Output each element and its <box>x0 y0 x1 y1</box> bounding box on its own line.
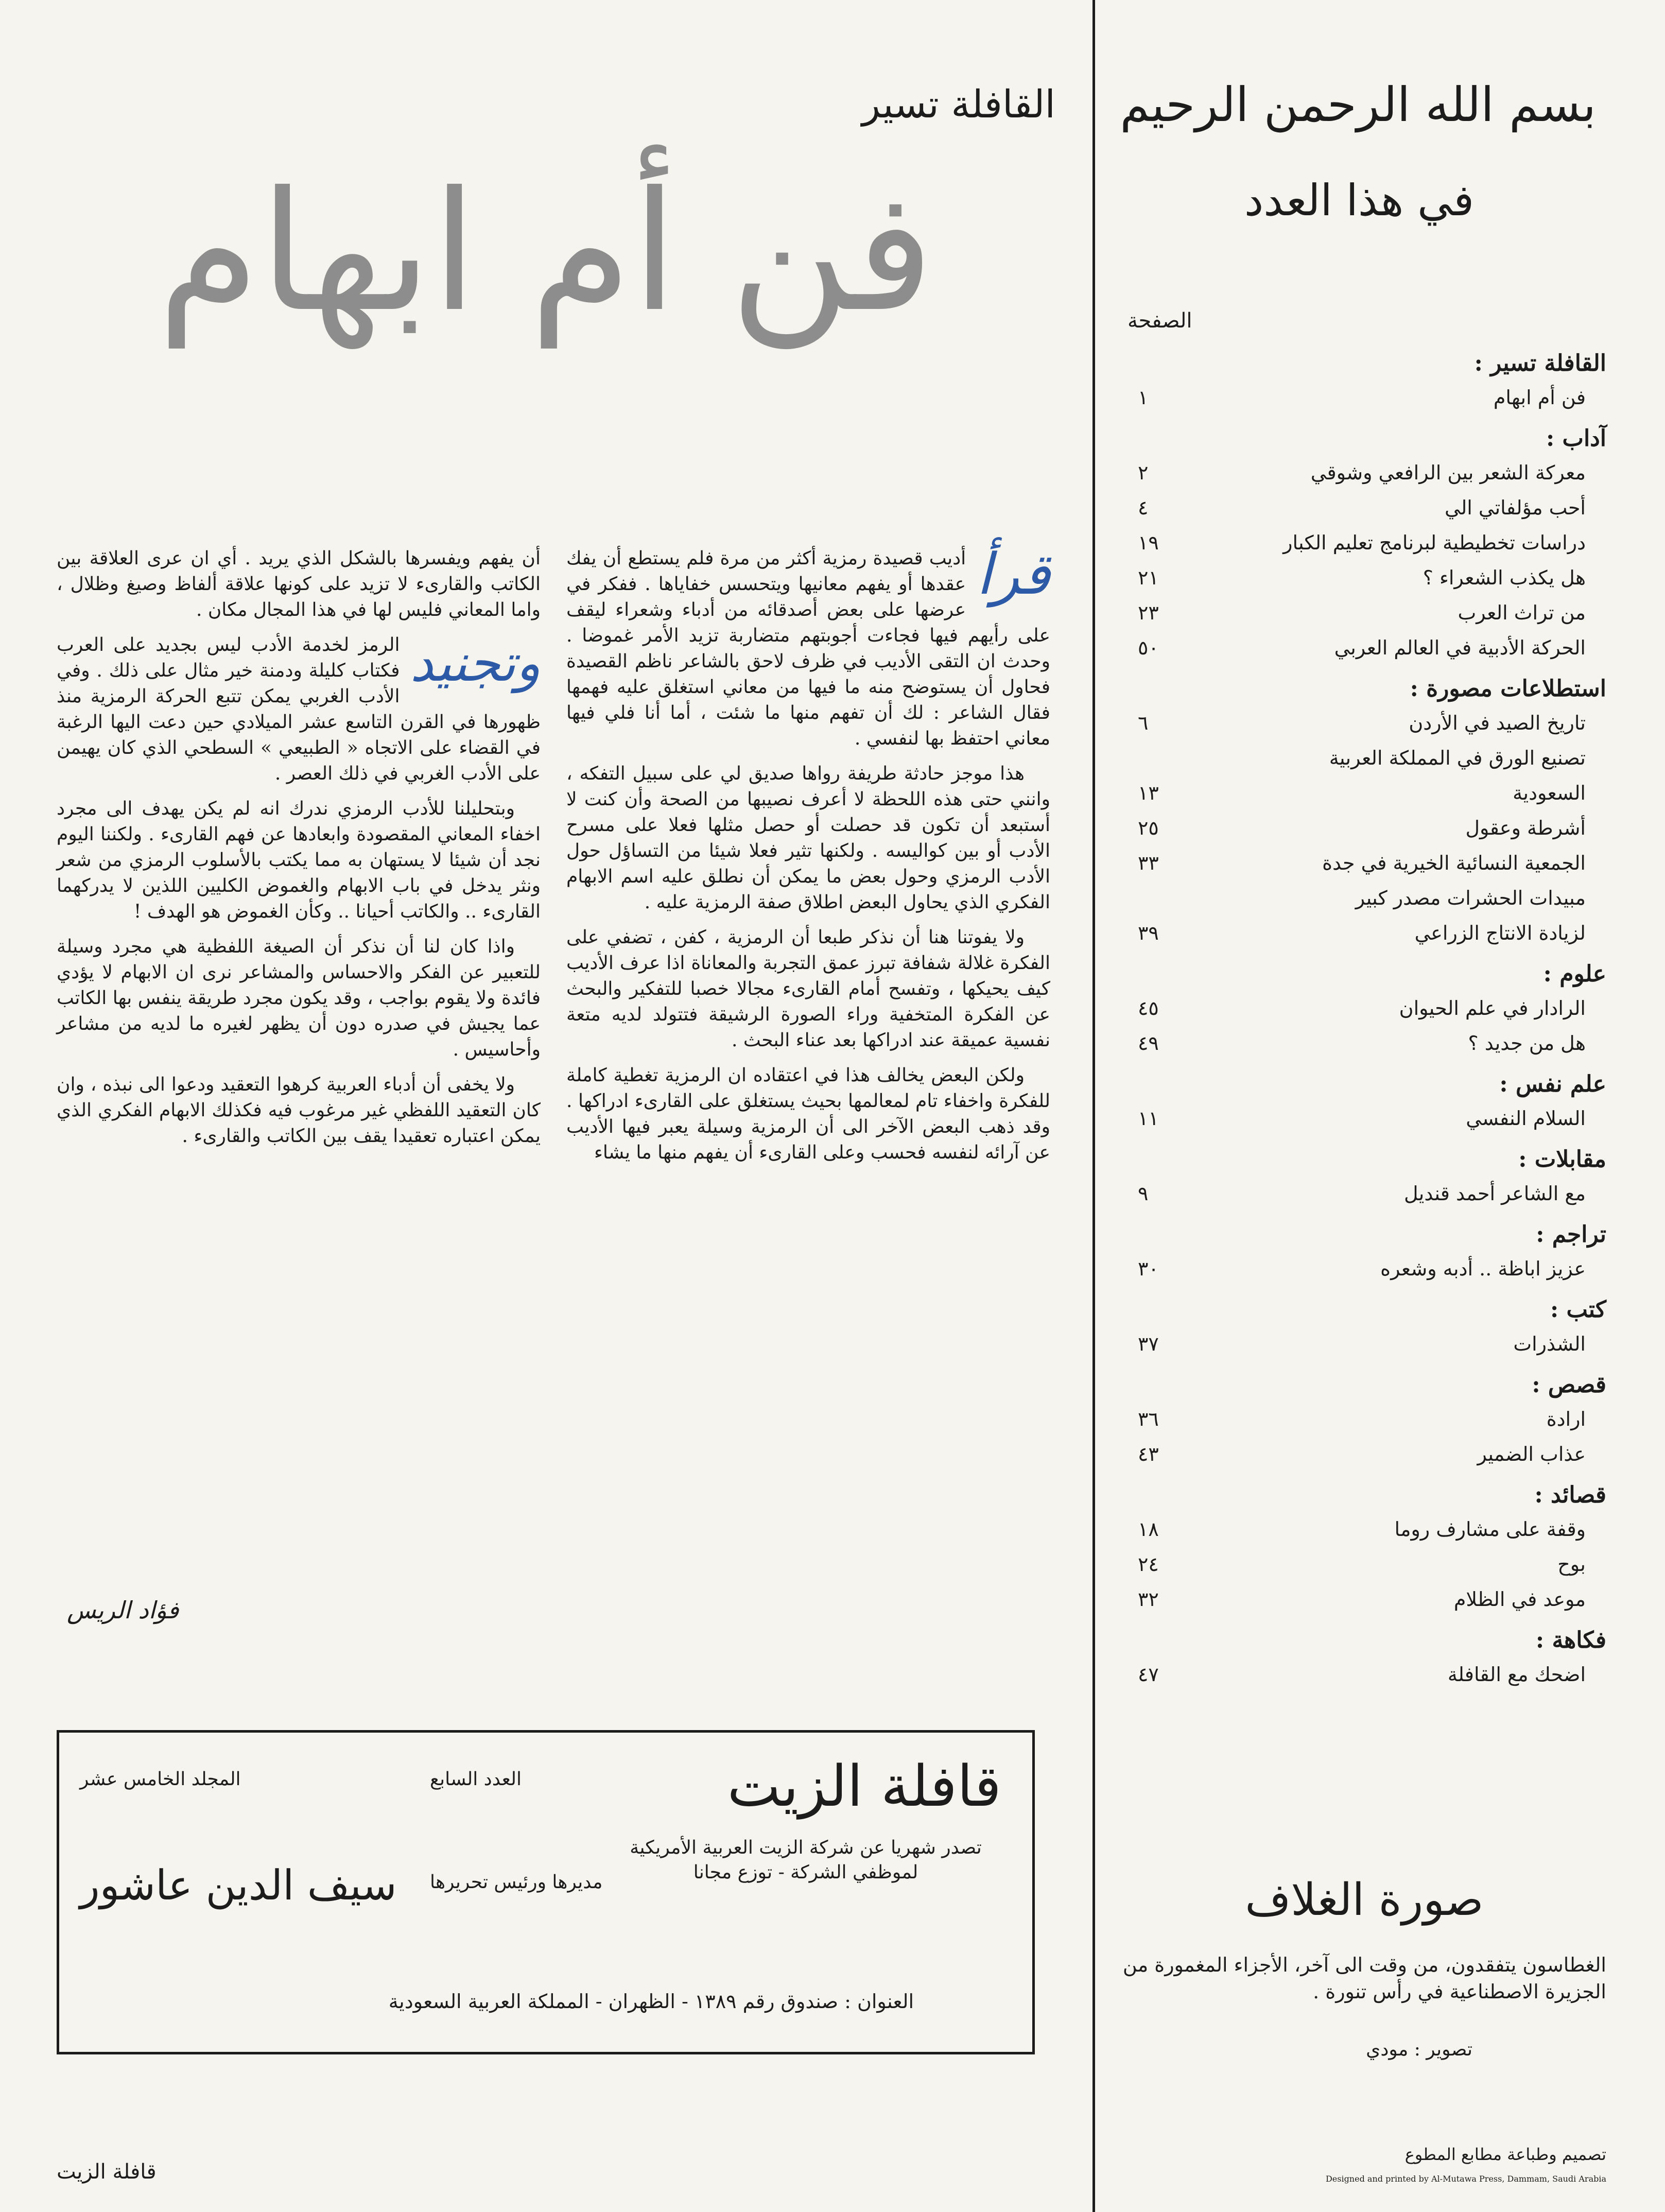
photo-label: تصوير : <box>1414 2039 1472 2060</box>
magazine-title: قافلة الزيت <box>727 1753 1001 1819</box>
cover-caption: الغطاسون يتفقدون، من وقت الى آخر، الأجزاء المغمورة من الجزيرة الاصطناعية في رأس تنورة . <box>1122 1954 1606 2003</box>
toc-entry-title: الشذرات <box>1513 1333 1586 1355</box>
toc-entry-title: عذاب الضمير <box>1477 1443 1586 1465</box>
toc-entry-title: الرادار في علم الحيوان <box>1399 997 1586 1019</box>
toc-entry-page: ٣٩ <box>1138 922 1159 944</box>
toc-entry-page: ١١ <box>1138 1107 1159 1130</box>
series-label: القافلة تسير <box>862 82 1055 127</box>
toc-entry-title: الحركة الأدبية في العالم العربي <box>1334 636 1586 659</box>
publisher-note: تصدر شهريا عن شركة الزيت العربية الأمريكية لموظفي الشركة - توزع مجانا <box>630 1837 982 1883</box>
toc-entry-page: ٣٢ <box>1138 1588 1159 1611</box>
toc-entry-page: ٣٧ <box>1138 1333 1159 1355</box>
toc-entry-page: ٣٠ <box>1138 1257 1159 1280</box>
toc-section-title: علم نفس : <box>1499 1071 1606 1097</box>
author-signature: فؤاد الريس <box>67 1596 179 1624</box>
toc-entry-title: مبيدات الحشرات مصدر كبير <box>1355 887 1586 909</box>
toc-entry-title: تصنيع الورق في المملكة العربية <box>1329 747 1586 769</box>
cover-heading: صورة الغلاف <box>1245 1874 1484 1926</box>
toc-entry-page: ٤٣ <box>1138 1443 1159 1465</box>
paragraph: الرمز لخدمة الأدب ليس بجديد على العرب فكتاب كليلة ودمنة خير مثال على ذلك . وفي الأدب الغربي يمكن تتبع الحركة الرمزية منذ ظهورها في القرن التاسع عشر الميلادي حين دعت اليها الرغبة في القضاء على الاتجاه « الطبيعي » السطحي الذي كان يهيمن على الأدب الغربي في ذلك العصر . <box>57 634 541 784</box>
issue-number: العدد السابع <box>430 1769 522 1790</box>
toc-entry-page: ١ <box>1138 386 1149 409</box>
toc-entry-title: فن أم ابهام <box>1493 386 1586 409</box>
toc-entry-title: أحب مؤلفاتي الي <box>1445 496 1586 519</box>
toc-section-title: استطلاعات مصورة : <box>1410 676 1606 702</box>
toc-entry-page: ٥٠ <box>1138 636 1159 659</box>
dropcap-second: وتجنيد <box>410 633 541 693</box>
toc-entry-title: لزيادة الانتاج الزراعي <box>1414 922 1586 944</box>
toc-entry-title: اضحك مع القافلة <box>1447 1663 1586 1686</box>
toc-entry-page: ٢١ <box>1138 566 1159 589</box>
paragraph: أديب قصيدة رمزية أكثر من مرة فلم يستطع أن يفك عقدها أو يفهم معانيها ويتحسس خفاياها . ففكر في عرضها على بعض أصدقائه من أدباء وشعراء ليقف على رأيهم فيها فجاءت أجوبتهم متضاربة تزيد الأمر غموضا . وحدث ان التقى الأديب في ظرف لاحق بالشاعر ناظم القصيدة فحاول أن يستوضح منه ما فيها من معاني استغلق عليه فهمها فقال الشاعر : لك أن تفهم منها ما شئت ، أما أنا فلي فيها معاني احتفظ بها لنفسي . <box>566 548 1051 749</box>
toc-section-title: مقابلات : <box>1518 1146 1606 1172</box>
toc-section-title: القافلة تسير : <box>1474 350 1606 376</box>
toc-entry-page: ٤ <box>1138 496 1149 519</box>
toc-entry-title: تاريخ الصيد في الأردن <box>1409 712 1586 734</box>
toc-entry-title: دراسات تخطيطية لبرنامج تعليم الكبار <box>1283 531 1586 554</box>
toc-entry-title: معركة الشعر بين الرافعي وشوقي <box>1310 461 1586 484</box>
volume-number: المجلد الخامس عشر <box>80 1769 241 1790</box>
paragraph: ولا يخفى أن أدباء العربية كرهوا التعقيد ودعوا الى نبذه ، وان كان التعقيد اللفظي غير مرغوب فيه فكذلك الابهام الفكري الذي يمكن اعتباره تعقيدا يقف بين الكاتب والقارىء . <box>57 1074 541 1147</box>
photo-credit <box>1112 2039 1472 2060</box>
toc-entry-title: وقفة على مشارف روما <box>1394 1518 1586 1541</box>
toc-entry-title: السعودية <box>1513 782 1586 804</box>
article-title: فن أم ابهام <box>157 157 934 348</box>
toc-entry-page: ٢ <box>1138 461 1149 484</box>
editor-role: مديرها ورئيس تحريرها <box>430 1872 603 1893</box>
toc-entry-title: أشرطة وعقول <box>1465 817 1586 839</box>
toc-entry-page: ٣٣ <box>1138 852 1159 874</box>
toc-entry-page: ٣٦ <box>1138 1408 1159 1430</box>
toc-entry-page: ٢٣ <box>1138 601 1159 624</box>
editor-name: سيف الدين عاشور <box>80 1861 397 1909</box>
toc-entry-title: هل يكذب الشعراء ؟ <box>1423 566 1586 589</box>
toc-section-title: علوم : <box>1543 961 1606 987</box>
toc-entry-page: ١٩ <box>1138 531 1159 554</box>
paragraph: أن يفهم ويفسرها بالشكل الذي يريد . أي ان عرى العلاقة بين الكاتب والقارىء لا تزيد على كونها علاقة ألفاظ وصيغ وظلال ، واما المعاني فليس لها في هذا المجال مكان . <box>57 548 541 620</box>
toc-section-title: كتب : <box>1550 1297 1606 1323</box>
dropcap-opening: قرأ <box>976 541 1050 607</box>
toc-entry-page: ٢٥ <box>1138 817 1159 839</box>
toc-entry-title: مع الشاعر أحمد قنديل <box>1404 1182 1586 1205</box>
toc-entry-page: ٩ <box>1138 1182 1149 1205</box>
toc-entry-title: بوح <box>1557 1553 1586 1576</box>
toc-entry-title: ارادة <box>1546 1408 1586 1430</box>
paragraph: واذا كان لنا أن نذكر أن الصيغة اللفظية هي مجرد وسيلة للتعبير عن الفكر والاحساس والمشاعر نرى ان الابهام لا يؤدي فائدة ولا يقوم بواجب ، وقد يكون مجرد طريقة ينفس بها الكاتب عما يجيش في صدره دون أن يظهر لغيره ما لديه من مشاعر وأحاسيس . <box>57 936 541 1060</box>
postal-address: العنوان : صندوق رقم ١٣٨٩ - الظهران - المملكة العربية السعودية <box>388 1990 914 2013</box>
toc-section-title: تراجم : <box>1536 1221 1606 1248</box>
paragraph: ولا يفوتنا هنا أن نذكر طبعا أن الرمزية ، كفن ، تضفي على الفكرة غلالة شفافة تبرز عمق التجربة والمعاناة اذا عرف الأديب كيف يحيكها ، وتفسح أمام القارىء مجالا خصبا للتفكير والبحث عن الفكرة المتخفية وراء الصورة الرشيقة فتتولد لديه متعة نفسية عميقة عند ادراكها بعد عناء البحث . <box>566 927 1050 1051</box>
toc-entry-title: السلام النفسي <box>1466 1107 1586 1130</box>
toc-entry-title: عزيز اباظة .. أدبه وشعره <box>1380 1257 1586 1280</box>
toc-entry-title: موعد في الظلام <box>1453 1588 1586 1611</box>
article-column-right <box>566 541 1051 1175</box>
toc-entry-page: ٤٩ <box>1138 1032 1159 1055</box>
toc-entry-page: ١٨ <box>1138 1518 1159 1541</box>
printer-credit-arabic: تصميم وطباعة مطابع المطوع <box>1404 2145 1606 2164</box>
paragraph: وبتحليلنا للأدب الرمزي ندرك انه لم يكن يهدف الى مجرد اخفاء المعاني المقصودة وابعادها عن فهم القارىء . ولكننا اليوم نجد أن شيئا لا يستهان به مما يكتب بالأسلوب الرمزي من شعر ونثر يدخل في باب الابهام والغموض الكليين اللذين لا يدركهما القارىء .. والكاتب أحيانا .. وكأن الغموض هو الهدف ! <box>57 798 541 922</box>
toc-entry-page: ١٣ <box>1138 782 1159 804</box>
toc-entry-title: الجمعية النسائية الخيرية في جدة <box>1322 852 1586 874</box>
toc-section-title: آداب : <box>1546 425 1606 452</box>
toc-entry-page: ٢٤ <box>1138 1553 1159 1576</box>
table-of-contents <box>1122 350 1606 1812</box>
article-column-left <box>57 546 541 1159</box>
photographer: مودي <box>1366 2039 1409 2060</box>
running-footer: قافلة الزيت <box>57 2160 157 2184</box>
toc-entry-title: هل من جديد ؟ <box>1468 1032 1586 1055</box>
toc-section-title: فكاهة : <box>1535 1627 1606 1653</box>
toc-entry-page: ٤٥ <box>1138 997 1159 1019</box>
basmala: بسم الله الرحمن الرحيم <box>1120 77 1596 132</box>
printer-credit-english: Designed and printed by Al-Mutawa Press, Dammam, Saudi Arabia <box>1325 2174 1606 2184</box>
toc-section-title: قصائد : <box>1534 1482 1606 1508</box>
toc-entry-page: ٤٧ <box>1138 1663 1159 1686</box>
column-divider <box>1092 0 1095 2212</box>
toc-section-title: قصص : <box>1532 1372 1606 1398</box>
toc-entry-page: ٦ <box>1138 712 1149 734</box>
page-column-label: الصفحة <box>1128 309 1192 333</box>
contents-heading: في هذا العدد <box>1244 175 1475 226</box>
paragraph: هذا موجز حادثة طريفة رواها صديق لي على سبيل التفكه ، وانني حتى هذه اللحظة لا أعرف نصيبها من الصحة وأن كنت لا أستبعد أن تكون قد حصلت أو حصل مثلها فعلا على مسرح الأدب أو بين كواليسه . ولكنها تثير فعلا شيئا من التساؤل حول الأدب الرمزي وحول بعض ما يمكن أن نطلق عليه اسم الابهام الفكري الذي يحاول البعض اطلاق صفة الرمزية عليه . <box>566 763 1050 913</box>
masthead-box <box>57 1730 1035 2054</box>
paragraph: ولكن البعض يخالف هذا في اعتقاده ان الرمزية تغطية كاملة للفكرة واخفاء تام لمعالمها بحيث يستغلق على القارىء ادراكها . وقد ذهب البعض الآخر الى أن الرمزية وسيلة يعبر فيها الأديب عن آرائه لنفسه فحسب وعلى القارىء أن يفهم منها ما يشاء <box>566 1065 1050 1163</box>
toc-entry-title: من تراث العرب <box>1458 601 1586 624</box>
